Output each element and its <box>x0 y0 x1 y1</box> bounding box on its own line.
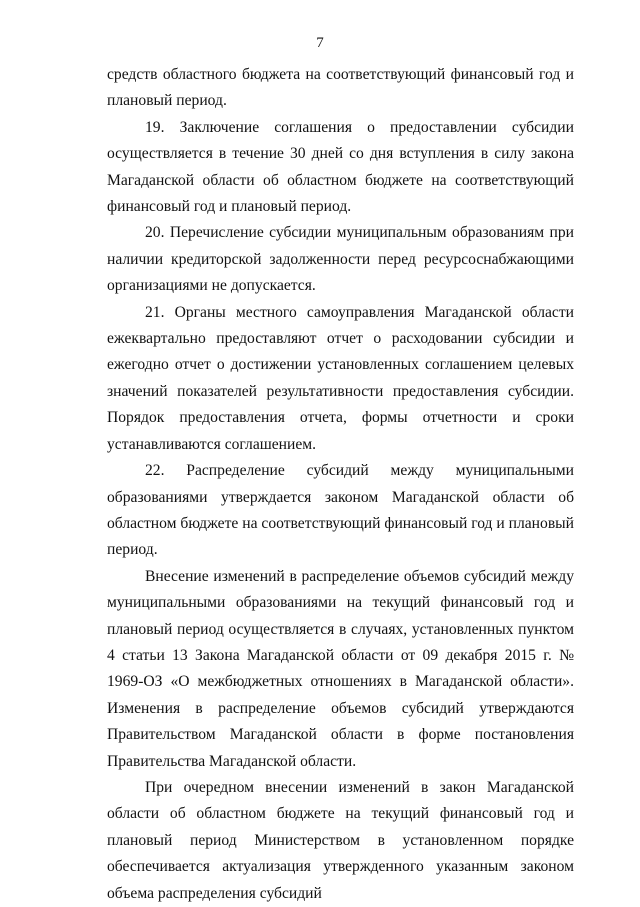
document-body <box>107 62 574 907</box>
paragraph-amendments: Внесение изменений в распределение объемов субсидий между муниципальными образованиями на текущий финансовый год и плановый период осуществляется в случаях, установленных пунктом 4 статьи 13 Закона Магаданской области от 09 декабря 2015 г. № 1969-ОЗ «О межбюджетных отношениях в Магаданской области». Изменения в распределение объемов субсидий утверждаются Правительством Магаданской области в форме постановления Правительства Магаданской области. <box>107 567 574 770</box>
paragraph-budget-law-changes: При очередном внесении изменений в закон Магаданской области об областном бюджете на текущий финансовый год и плановый период Министерством в установленном порядке обеспечивается актуализация утвержденного указанным законом объема распределения субсидий <box>107 778 574 902</box>
paragraph-continuation: средств областного бюджета на соответствующий финансовый год и плановый период. <box>107 66 574 110</box>
paragraph-item-22: 22. Распределение субсидий между муниципальными образованиями утверждается законом Магаданской области об областном бюджете на соответствующий финансовый год и плановый период. <box>107 462 575 559</box>
paragraph-item-21: 21. Органы местного самоуправления Магаданской области ежеквартально предоставляют отчет о расходовании субсидии и ежегодно отчет о достижении установленных соглашением целевых значений показателей результативности предоставления субсидии. Порядок предоставления отчета, формы отчетности и сроки устанавливаются соглашением. <box>107 303 574 453</box>
paragraph-item-20: 20. Перечисление субсидии муниципальным образованиям при наличии кредиторской задолженности перед ресурсоснабжающими организациями не допускается. <box>107 224 574 295</box>
paragraph-item-19: 19. Заключение соглашения о предоставлении субсидии осуществляется в течение 30 дней со дня вступления в силу закона Магаданской области об областном бюджете на соответствующий финансовый год и плановый период. <box>107 118 574 216</box>
page-number: 7 <box>316 35 324 51</box>
